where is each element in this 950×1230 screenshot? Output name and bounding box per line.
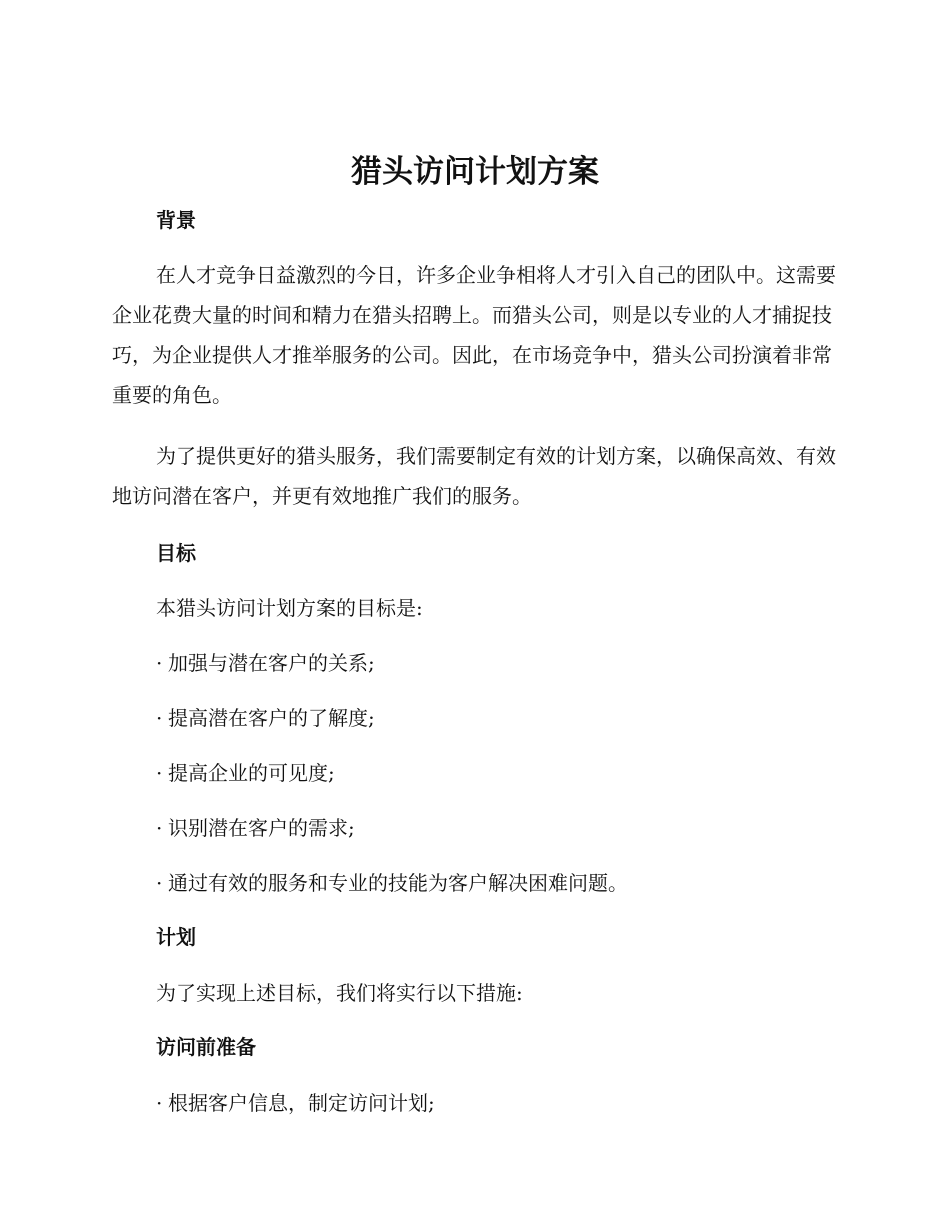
background-paragraph-1: 在人才竞争日益激烈的今日，许多企业争相将人才引入自己的团队中。这需要企业花费大量的时间和精力在猎头招聘上。而猎头公司，则是以专业的人才捕捉技巧，为企业提供人才推举服务的公司。因此，在市场竞争中，猎头公司扮演着非常重要的角色。: [112, 263, 836, 407]
plan-list-item-text: 根据客户信息，制定访问计划;: [168, 1091, 435, 1115]
goals-list-item-text: 加强与潜在客户的关系;: [168, 651, 375, 675]
goals-list-item-text: 通过有效的服务和专业的技能为客户解决困难问题。: [168, 871, 628, 895]
goals-intro: 本猎头访问计划方案的目标是:: [156, 596, 423, 620]
heading-background: 背景: [156, 208, 196, 232]
bullet-dot: ·: [156, 1091, 163, 1115]
heading-plan: 计划: [156, 925, 196, 949]
bullet-dot: ·: [156, 706, 163, 730]
bullet-dot: ·: [156, 761, 163, 785]
goals-list-item: [156, 813, 355, 843]
plan-intro: 为了实现上述目标，我们将实行以下措施:: [156, 981, 523, 1005]
bullet-dot: ·: [156, 651, 163, 675]
goals-list-item-text: 识别潜在客户的需求;: [168, 816, 355, 840]
heading-pre-visit-preparation: 访问前准备: [156, 1035, 256, 1059]
goals-list-item: [156, 703, 375, 733]
bullet-dot: ·: [156, 871, 163, 895]
plan-list-item: [156, 1088, 435, 1118]
document-title: 猎头访问计划方案: [351, 154, 599, 190]
goals-list-item: [156, 868, 628, 898]
goals-list-item-text: 提高企业的可见度;: [168, 761, 335, 785]
goals-list-item: [156, 648, 375, 678]
heading-goals: 目标: [156, 541, 196, 565]
bullet-dot: ·: [156, 816, 163, 840]
background-paragraph-2: 为了提供更好的猎头服务，我们需要制定有效的计划方案，以确保高效、有效地访问潜在客户，并更有效地推广我们的服务。: [112, 444, 836, 508]
goals-list-item-text: 提高潜在客户的了解度;: [168, 706, 375, 730]
goals-list-item: [156, 758, 335, 788]
